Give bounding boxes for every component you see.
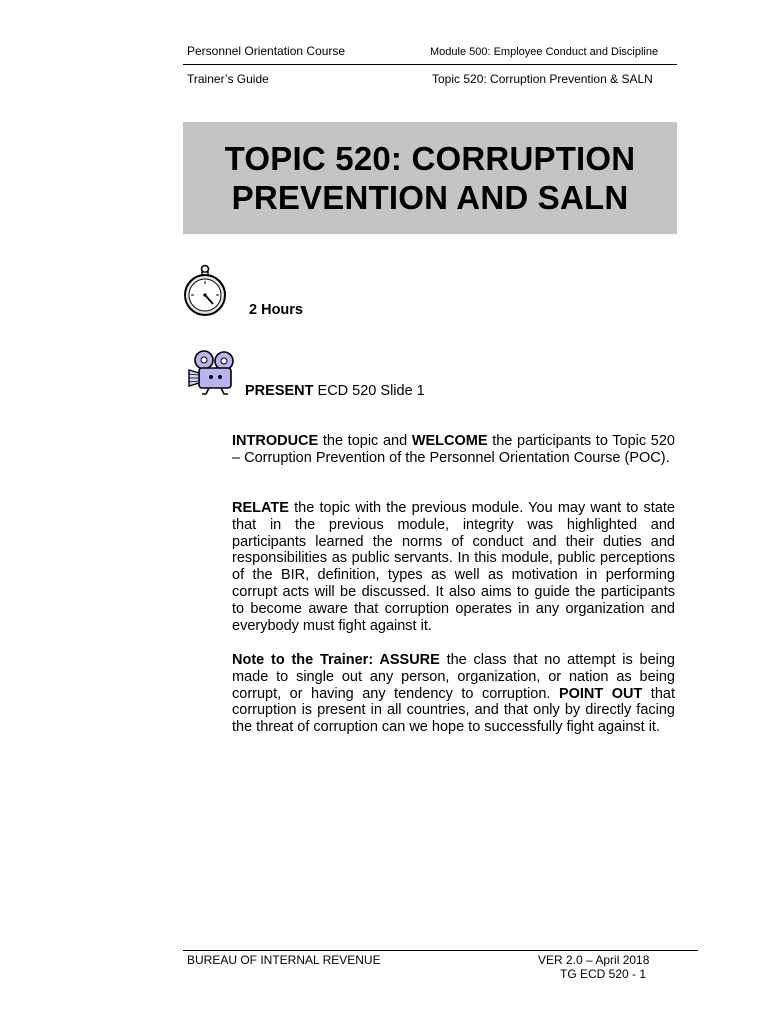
present-instruction bbox=[245, 383, 425, 400]
paragraph-text: that corruption is present in all countries, and that only by directly facing the threat of corruption can we hope to successfully fight against it. bbox=[232, 685, 675, 736]
duration-text: 2 Hours bbox=[249, 302, 303, 318]
present-verb: PRESENT bbox=[245, 383, 314, 399]
projector-icon bbox=[183, 348, 239, 398]
footer-page-number: TG ECD 520 - 1 bbox=[560, 967, 647, 981]
footer-version: VER 2.0 – April 2018 bbox=[538, 953, 650, 967]
paragraph-text: the topic with the previous module. You may want to state that in the previous module, integrity was highlighted and participants learned the norms of conduct and their duties and responsibilities as public servants. In this module, public perceptions of the BIR, definition, types as well as motivation in performing corrupt acts will be discussed. It also aims to guide the participants to become aware that corruption operates in any organization and everybody must fight against it. bbox=[232, 500, 675, 634]
page-title-line-1: TOPIC 520: CORRUPTION bbox=[224, 140, 636, 177]
header-topic: Topic 520: Corruption Prevention & SALN bbox=[432, 72, 653, 86]
header-module: Module 500: Employee Conduct and Discipline bbox=[430, 46, 659, 58]
page-title-line-2: PREVENTION AND SALN bbox=[231, 179, 629, 216]
paragraph-introduce bbox=[232, 433, 675, 467]
title-banner bbox=[183, 122, 677, 234]
header-course: Personnel Orientation Course bbox=[187, 44, 346, 58]
paragraph-text: the participants to Topic 520 – Corruption Prevention of the Personnel Orientation Course (POC). bbox=[232, 433, 675, 466]
keyword-point-out: POINT OUT bbox=[558, 685, 643, 702]
paragraph-note-to-trainer bbox=[232, 652, 675, 736]
footer-org: BUREAU OF INTERNAL REVENUE bbox=[187, 953, 381, 967]
keyword-introduce: INTRODUCE bbox=[232, 433, 319, 449]
header-divider bbox=[183, 64, 677, 65]
footer-divider bbox=[183, 950, 698, 951]
header-guide: Trainer’s Guide bbox=[187, 72, 269, 86]
stopwatch-icon bbox=[182, 262, 232, 320]
paragraph-relate bbox=[232, 500, 675, 634]
present-slide: ECD 520 Slide 1 bbox=[313, 383, 425, 399]
keyword-relate: RELATE bbox=[232, 500, 289, 516]
paragraph-text: the topic and bbox=[318, 433, 412, 449]
paragraph-text: the class that no attempt is being made to single out any person, organization, or nation as being corrupt, or having any tendency to corruption. bbox=[232, 652, 675, 702]
keyword-welcome: WELCOME bbox=[411, 433, 488, 449]
keyword-assure: Note to the Trainer: ASSURE bbox=[232, 652, 440, 668]
